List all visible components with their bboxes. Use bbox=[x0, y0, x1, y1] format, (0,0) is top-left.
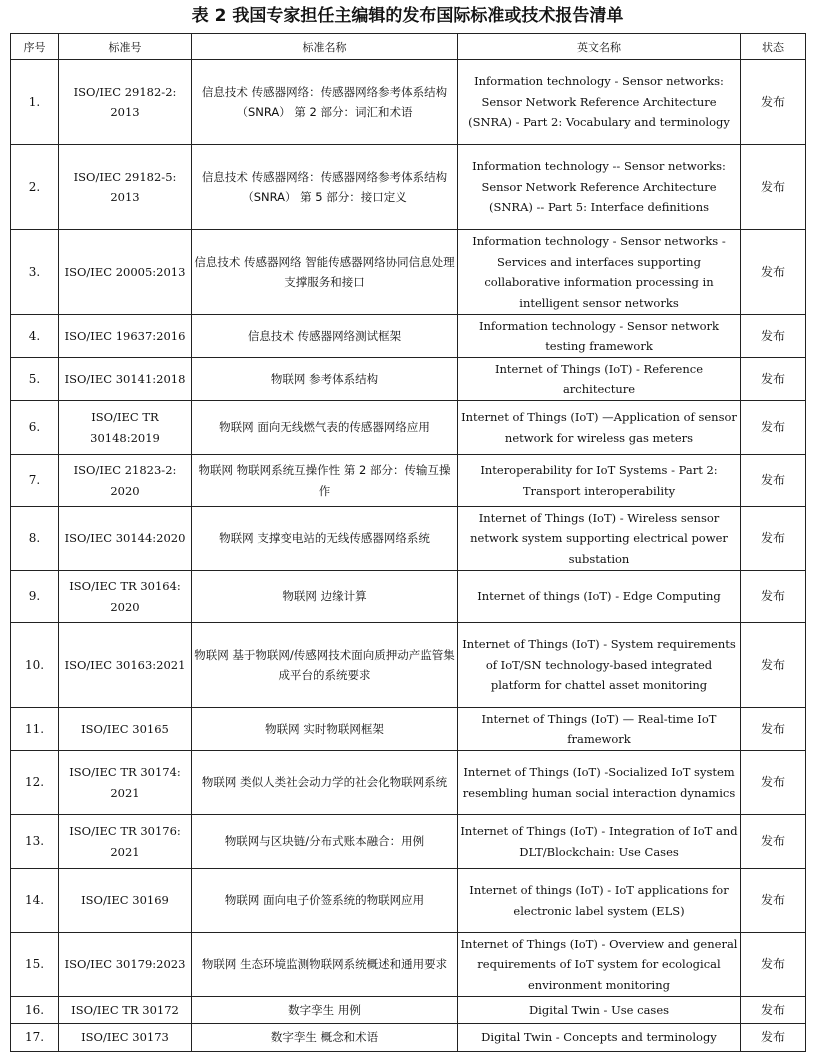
standard-cn-name: 信息技术 传感器网络测试框架 bbox=[192, 315, 458, 358]
status-cell: 发布 bbox=[741, 315, 806, 358]
status-cell: 发布 bbox=[741, 455, 806, 507]
standard-cn-name: 信息技术 传感器网络：传感器网络参考体系结构（SNRA） 第 2 部分：词汇和术语 bbox=[192, 60, 458, 145]
standard-cn-name: 物联网 物联网系统互操作性 第 2 部分：传输互操作 bbox=[192, 455, 458, 507]
table-row bbox=[11, 401, 806, 455]
standard-code: ISO/IEC 30179:2023 bbox=[59, 933, 192, 997]
standard-code: ISO/IEC 30163:2021 bbox=[59, 623, 192, 708]
status-cell: 发布 bbox=[741, 815, 806, 869]
standard-code: ISO/IEC 19637:2016 bbox=[59, 315, 192, 358]
row-number: 3. bbox=[11, 230, 59, 315]
standard-en-name: Internet of Things (IoT) - Overview and general requirements of IoT system for ecological environment monitoring bbox=[458, 933, 741, 997]
row-number: 4. bbox=[11, 315, 59, 358]
table-row bbox=[11, 315, 806, 358]
standard-cn-name: 物联网 支撑变电站的无线传感器网络系统 bbox=[192, 507, 458, 571]
row-number: 12. bbox=[11, 751, 59, 815]
row-number: 9. bbox=[11, 571, 59, 623]
table-row bbox=[11, 358, 806, 401]
table-row bbox=[11, 815, 806, 869]
standard-cn-name: 物联网 基于物联网/传感网技术面向质押动产监管集成平台的系统要求 bbox=[192, 623, 458, 708]
standard-code: ISO/IEC TR 30164: 2020 bbox=[59, 571, 192, 623]
table-title: 表 2 我国专家担任主编辑的发布国际标准或技术报告清单 bbox=[191, 6, 624, 26]
standard-code: ISO/IEC 29182-5: 2013 bbox=[59, 145, 192, 230]
row-number: 7. bbox=[11, 455, 59, 507]
row-number: 11. bbox=[11, 708, 59, 751]
standard-code: ISO/IEC TR 30174: 2021 bbox=[59, 751, 192, 815]
table-row bbox=[11, 455, 806, 507]
row-number: 5. bbox=[11, 358, 59, 401]
standard-cn-name: 物联网 生态环境监测物联网系统概述和通用要求 bbox=[192, 933, 458, 997]
standard-en-name: Internet of Things (IoT) - Integration of IoT and DLT/Blockchain: Use Cases bbox=[458, 815, 741, 869]
status-cell: 发布 bbox=[741, 1024, 806, 1052]
table-row bbox=[11, 997, 806, 1024]
standard-cn-name: 物联网 参考体系结构 bbox=[192, 358, 458, 401]
table-row bbox=[11, 571, 806, 623]
standard-en-name: Internet of things (IoT) - IoT applications for electronic label system (ELS) bbox=[458, 869, 741, 933]
row-number: 15. bbox=[11, 933, 59, 997]
standard-en-name: Information technology - Sensor networks: Sensor Network Reference Architecture (SNRA) - Part 2: Vocabulary and terminology bbox=[458, 60, 741, 145]
standard-code: ISO/IEC 29182-2: 2013 bbox=[59, 60, 192, 145]
table-row bbox=[11, 933, 806, 997]
row-number: 13. bbox=[11, 815, 59, 869]
status-cell: 发布 bbox=[741, 507, 806, 571]
status-cell: 发布 bbox=[741, 997, 806, 1024]
header-status: 状态 bbox=[741, 34, 806, 60]
row-number: 8. bbox=[11, 507, 59, 571]
header-no: 序号 bbox=[11, 34, 59, 60]
standard-en-name: Information technology - Sensor network testing framework bbox=[458, 315, 741, 358]
table-row bbox=[11, 751, 806, 815]
status-cell: 发布 bbox=[741, 623, 806, 708]
standard-code: ISO/IEC 30144:2020 bbox=[59, 507, 192, 571]
standard-en-name: Internet of things (IoT) - Edge Computing bbox=[458, 571, 741, 623]
table-row bbox=[11, 1024, 806, 1052]
row-number: 2. bbox=[11, 145, 59, 230]
header-code: 标准号 bbox=[59, 34, 192, 60]
standard-en-name: Internet of Things (IoT) - Wireless sensor network system supporting electrical power substation bbox=[458, 507, 741, 571]
standard-cn-name: 物联网 边缘计算 bbox=[192, 571, 458, 623]
standard-code: ISO/IEC TR 30148:2019 bbox=[59, 401, 192, 455]
status-cell: 发布 bbox=[741, 933, 806, 997]
standard-en-name: Internet of Things (IoT) -Socialized IoT system resembling human social interaction dynamics bbox=[458, 751, 741, 815]
table-row bbox=[11, 230, 806, 315]
standard-cn-name: 数字孪生 概念和术语 bbox=[192, 1024, 458, 1052]
standard-code: ISO/IEC 30173 bbox=[59, 1024, 192, 1052]
standard-cn-name: 信息技术 传感器网络 智能传感器网络协同信息处理支撑服务和接口 bbox=[192, 230, 458, 315]
table-row bbox=[11, 60, 806, 145]
standard-code: ISO/IEC 30169 bbox=[59, 869, 192, 933]
standard-cn-name: 物联网与区块链/分布式账本融合：用例 bbox=[192, 815, 458, 869]
standard-code: ISO/IEC 20005:2013 bbox=[59, 230, 192, 315]
status-cell: 发布 bbox=[741, 145, 806, 230]
table-row bbox=[11, 145, 806, 230]
standard-en-name: Digital Twin - Concepts and terminology bbox=[458, 1024, 741, 1052]
standard-cn-name: 物联网 类似人类社会动力学的社会化物联网系统 bbox=[192, 751, 458, 815]
standard-cn-name: 信息技术 传感器网络：传感器网络参考体系结构（SNRA） 第 5 部分：接口定义 bbox=[192, 145, 458, 230]
table-row bbox=[11, 507, 806, 571]
row-number: 1. bbox=[11, 60, 59, 145]
standard-code: ISO/IEC 21823-2: 2020 bbox=[59, 455, 192, 507]
standard-cn-name: 数字孪生 用例 bbox=[192, 997, 458, 1024]
standard-en-name: Digital Twin - Use cases bbox=[458, 997, 741, 1024]
standard-cn-name: 物联网 实时物联网框架 bbox=[192, 708, 458, 751]
row-number: 10. bbox=[11, 623, 59, 708]
table-row bbox=[11, 623, 806, 708]
standard-code: ISO/IEC 30165 bbox=[59, 708, 192, 751]
standard-code: ISO/IEC TR 30176: 2021 bbox=[59, 815, 192, 869]
row-number: 17. bbox=[11, 1024, 59, 1052]
row-number: 14. bbox=[11, 869, 59, 933]
standard-cn-name: 物联网 面向无线燃气表的传感器网络应用 bbox=[192, 401, 458, 455]
table-row bbox=[11, 869, 806, 933]
standard-en-name: Information technology -- Sensor networks: Sensor Network Reference Architecture (SNRA) -- Part 5: Interface definitions bbox=[458, 145, 741, 230]
status-cell: 发布 bbox=[741, 230, 806, 315]
header-cn-name: 标准名称 bbox=[192, 34, 458, 60]
status-cell: 发布 bbox=[741, 358, 806, 401]
standard-code: ISO/IEC 30141:2018 bbox=[59, 358, 192, 401]
standards-table bbox=[10, 33, 806, 1052]
row-number: 6. bbox=[11, 401, 59, 455]
status-cell: 发布 bbox=[741, 708, 806, 751]
status-cell: 发布 bbox=[741, 869, 806, 933]
standard-en-name: Internet of Things (IoT) —Application of sensor network for wireless gas meters bbox=[458, 401, 741, 455]
row-number: 16. bbox=[11, 997, 59, 1024]
standard-cn-name: 物联网 面向电子价签系统的物联网应用 bbox=[192, 869, 458, 933]
status-cell: 发布 bbox=[741, 60, 806, 145]
table-row bbox=[11, 708, 806, 751]
header-en-name: 英文名称 bbox=[458, 34, 741, 60]
standard-en-name: Internet of Things (IoT) — Real-time IoT framework bbox=[458, 708, 741, 751]
standard-en-name: Interoperability for IoT Systems - Part 2: Transport interoperability bbox=[458, 455, 741, 507]
status-cell: 发布 bbox=[741, 571, 806, 623]
status-cell: 发布 bbox=[741, 751, 806, 815]
standard-en-name: Information technology - Sensor networks - Services and interfaces supporting collaborative information processing in intelligent sensor networks bbox=[458, 230, 741, 315]
table-header-row bbox=[11, 34, 806, 60]
standard-en-name: Internet of Things (IoT) - System requirements of IoT/SN technology-based integrated platform for chattel asset monitoring bbox=[458, 623, 741, 708]
status-cell: 发布 bbox=[741, 401, 806, 455]
standard-code: ISO/IEC TR 30172 bbox=[59, 997, 192, 1024]
standard-en-name: Internet of Things (IoT) - Reference architecture bbox=[458, 358, 741, 401]
